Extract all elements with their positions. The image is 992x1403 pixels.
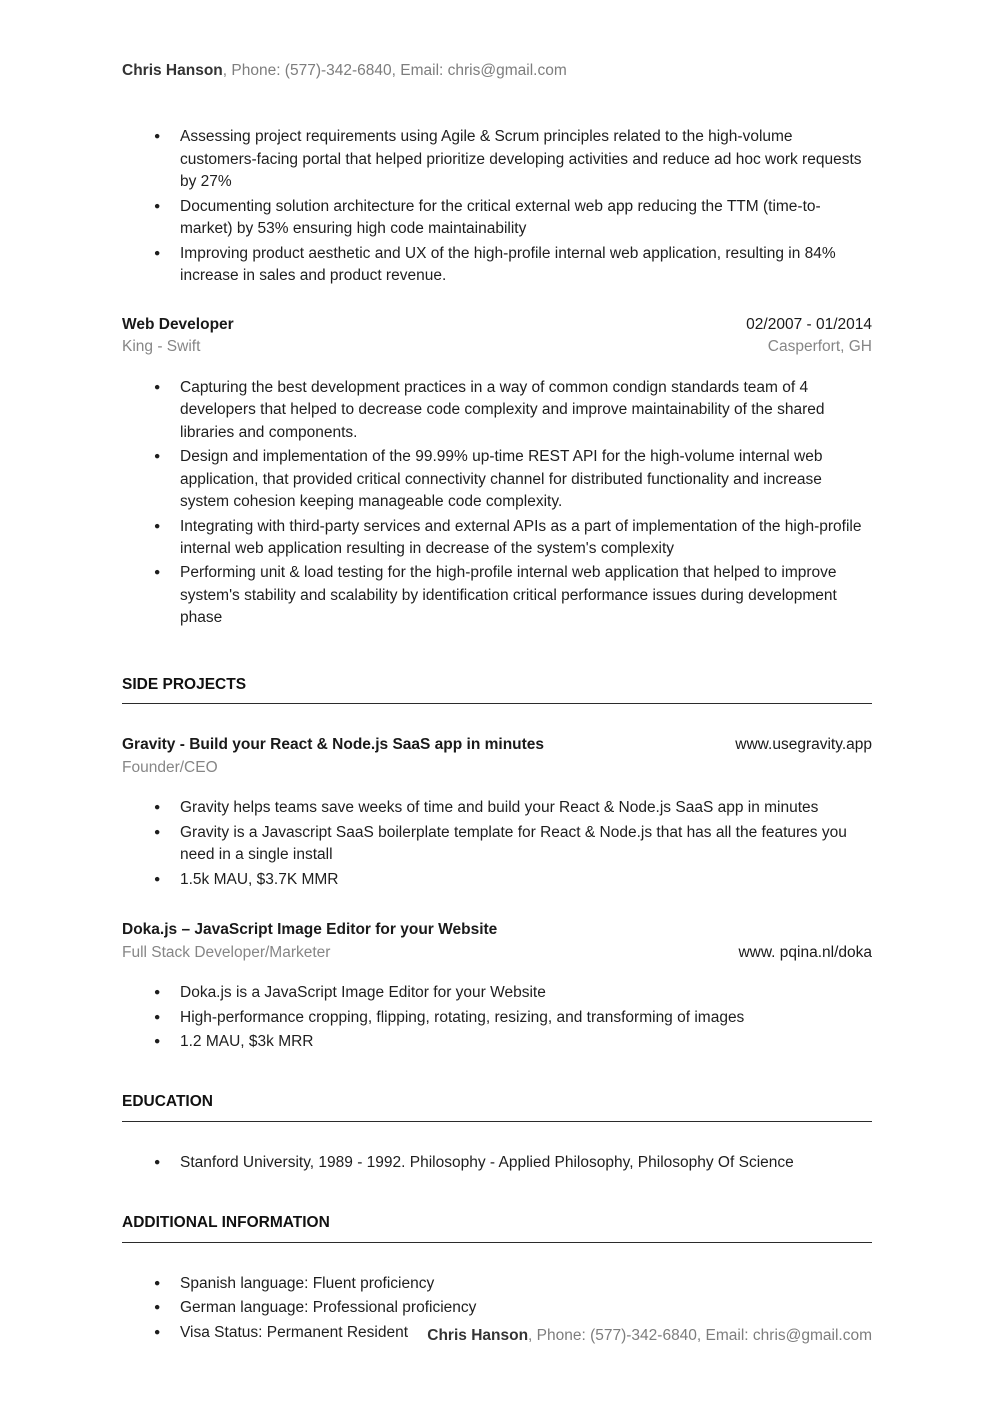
experience-continued-bullet-list bbox=[122, 126, 872, 287]
project-role: Full Stack Developer/Marketer bbox=[122, 943, 331, 961]
project-url: www.usegravity.app bbox=[735, 736, 872, 754]
project-url: www. pqina.nl/doka bbox=[738, 943, 872, 961]
bullet-item: ● Gravity helps teams save weeks of time and build your React & Node.js SaaS app in minutes bbox=[180, 797, 872, 819]
header-name: Chris Hanson bbox=[122, 62, 223, 79]
page-header bbox=[122, 60, 872, 82]
education-bullet-list bbox=[122, 1152, 872, 1174]
bullet-item: ● Integrating with third-party services and external APIs as a part of implementation of the high-profile internal web application resulting in decrease of the system's complexity bbox=[180, 516, 872, 561]
job-location: Casperfort, GH bbox=[767, 338, 872, 356]
footer-contact: , Phone: (577)-342-6840, Email: chris@gmail.com bbox=[528, 1326, 872, 1344]
bullet-item: ● Performing unit & load testing for the high-profile internal web application that helped to improve system's stability and scalability by identification critical performance issues during development phase bbox=[180, 562, 872, 629]
section-heading-additional-information: ADDITIONAL INFORMATION bbox=[122, 1212, 872, 1242]
section-heading-education: EDUCATION bbox=[122, 1091, 872, 1121]
bullet-item: ● Visa Status: Permanent Resident bbox=[180, 1322, 872, 1344]
project-title: Gravity - Build your React & Node.js SaaS app in minutes bbox=[122, 736, 545, 754]
bullet-item: ● 1.2 MAU, $3k MRR bbox=[180, 1031, 872, 1053]
bullet-item: ● 1.5k MAU, $3.7K MMR bbox=[180, 869, 872, 891]
project-header-doka bbox=[122, 919, 872, 964]
bullet-item: ● Documenting solution architecture for the critical external web app reducing the TTM (time-to-market) by 53% ensuring high code maintainability bbox=[180, 196, 872, 241]
bullet-item: ● Spanish language: Fluent proficiency bbox=[180, 1273, 872, 1295]
doka-bullet-list bbox=[122, 982, 872, 1053]
job-dates: 02/2007 - 01/2014 bbox=[746, 315, 872, 333]
bullet-item: ● German language: Professional proficiency bbox=[180, 1297, 872, 1319]
job-title: Web Developer bbox=[122, 315, 234, 333]
job-bullet-list bbox=[122, 377, 872, 630]
header-contact: , Phone: (577)-342-6840, Email: chris@gmail.com bbox=[222, 62, 567, 79]
project-title: Doka.js – JavaScript Image Editor for your Website bbox=[122, 921, 498, 939]
footer-name: Chris Hanson bbox=[427, 1326, 529, 1344]
bullet-item: ● Improving product aesthetic and UX of the high-profile internal web application, resulting in 84% increase in sales and product revenue. bbox=[180, 243, 872, 288]
bullet-item: ● Stanford University, 1989 - 1992. Philosophy - Applied Philosophy, Philosophy Of Science bbox=[180, 1152, 872, 1174]
bullet-item: ● Capturing the best development practices in a way of common condign standards team of 4 developers that helped to decrease code complexity and improve maintainability of the shared libraries and components. bbox=[180, 377, 872, 444]
gravity-bullet-list bbox=[122, 797, 872, 891]
page-footer bbox=[427, 1325, 872, 1347]
bullet-item: ● Doka.js is a JavaScript Image Editor for your Website bbox=[180, 982, 872, 1004]
bullet-item: ● Gravity is a Javascript SaaS boilerplate template for React & Node.js that has all the features you need in a single install bbox=[180, 822, 872, 867]
section-heading-side-projects: SIDE PROJECTS bbox=[122, 674, 872, 704]
project-role: Founder/CEO bbox=[122, 758, 218, 776]
job-header bbox=[122, 314, 872, 359]
project-header-gravity bbox=[122, 734, 872, 779]
bullet-item: ● High-performance cropping, flipping, rotating, resizing, and transforming of images bbox=[180, 1007, 872, 1029]
bullet-item: ● Assessing project requirements using Agile & Scrum principles related to the high-volume customers-facing portal that helped prioritize developing activities and reduce ad hoc work requests by 27% bbox=[180, 126, 872, 193]
bullet-item: ● Design and implementation of the 99.99% up-time REST API for the high-volume internal web application, that provided critical connectivity channel for distributed functionality and increase system cohesion keeping manageable code complexity. bbox=[180, 446, 872, 513]
company-name: King - Swift bbox=[122, 338, 201, 356]
